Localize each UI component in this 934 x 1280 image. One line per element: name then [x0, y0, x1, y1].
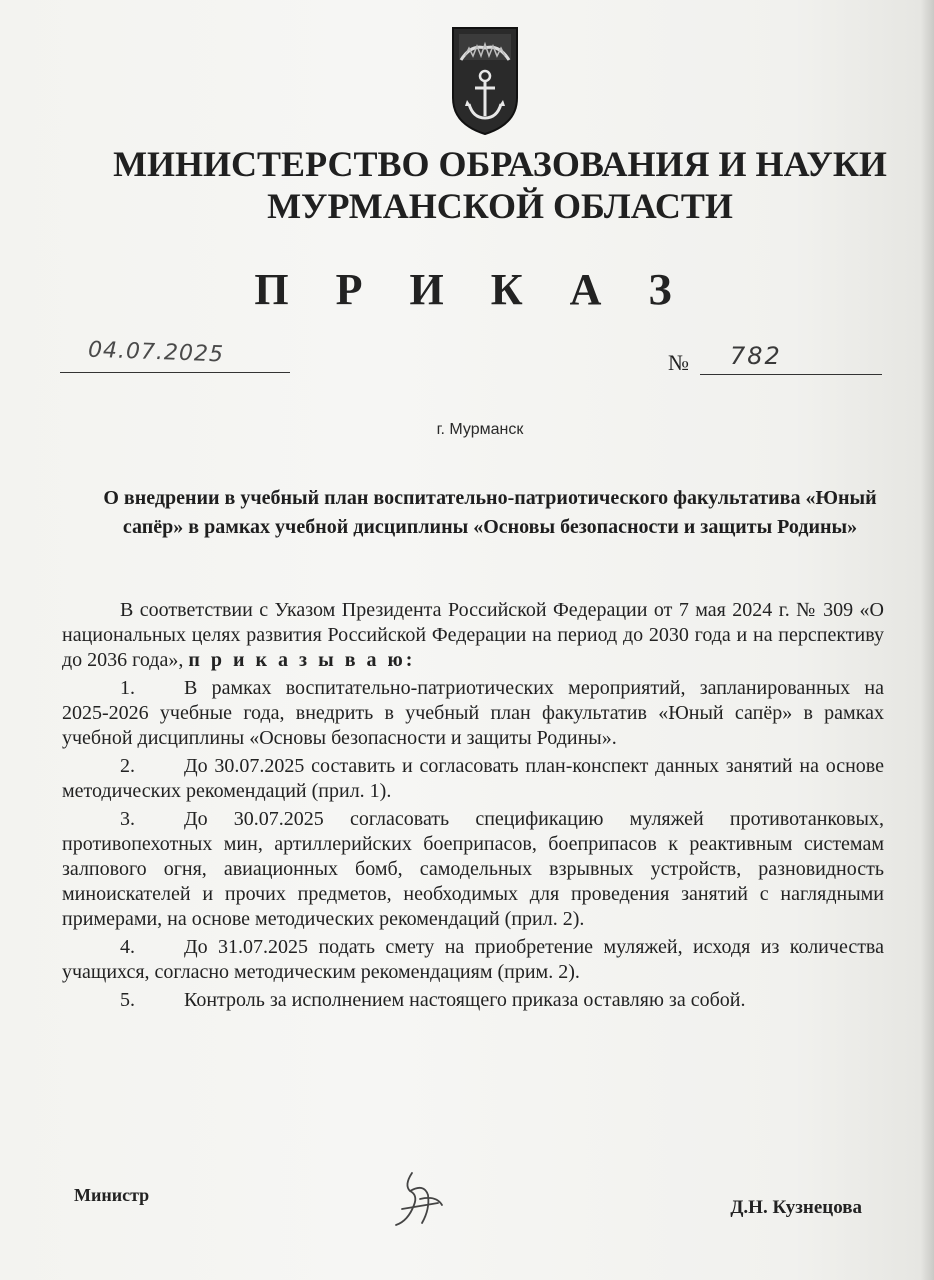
- number-underline: [700, 374, 882, 375]
- ministry-line-1: МИНИСТЕРСТВО ОБРАЗОВАНИЯ И НАУКИ: [113, 144, 887, 184]
- ministry-line-2: МУРМАНСКОЙ ОБЛАСТИ: [267, 186, 733, 226]
- item-text: До 31.07.2025 подать смету на приобретение муляжей, исходя из количества учащихся, согласно методическим рекомендациям (прим. 2).: [62, 936, 884, 983]
- list-item: [62, 754, 884, 804]
- item-text: Контроль за исполнением настоящего приказа оставляю за собой.: [184, 989, 746, 1011]
- coat-of-arms-icon: [451, 26, 519, 136]
- item-number: 3.: [120, 808, 135, 830]
- list-item: [62, 988, 884, 1013]
- number-label: №: [668, 350, 689, 375]
- signature-block: [62, 1175, 862, 1235]
- order-title: П Р И К А З: [254, 265, 690, 314]
- item-number: 2.: [120, 755, 135, 777]
- item-text: До 30.07.2025 составить и согласовать план-конспект данных занятий на основе методических рекомендаций (прил. 1).: [62, 755, 884, 802]
- order-body: [62, 598, 884, 1016]
- list-item: [62, 676, 884, 751]
- signer-position: Министр: [74, 1185, 150, 1205]
- signer-name: Д.Н. Кузнецова: [730, 1197, 862, 1218]
- command-word: п р и к а з ы в а ю:: [188, 649, 416, 671]
- date-underline: [60, 372, 290, 373]
- list-item: [62, 807, 884, 932]
- signature-icon: [382, 1165, 452, 1235]
- ministry-name: [60, 143, 934, 227]
- item-text: До 30.07.2025 согласовать спецификацию муляжей противотанковых, противопехотных мин, артиллерийских боеприпасов, боеприпасов к реактивным системам залпового огня, авиационных бомб, самодельных взрывных устройств, разновидность миноискателей и прочих предметов, необходимых для проведения занятий с наглядными примерами, на основе методических рекомендаций (прил. 2).: [62, 808, 884, 930]
- order-subject: О внедрении в учебный план воспитательно-патриотического факультатива «Юный сапёр» в рамках учебной дисциплины «Основы безопасности и защиты Родины»: [103, 487, 877, 538]
- item-number: 4.: [120, 936, 135, 958]
- intro-paragraph: [62, 598, 884, 673]
- item-number: 1.: [120, 677, 135, 699]
- intro-text: В соответствии с Указом Президента Российской Федерации от 7 мая 2024 г. № 309 «О национальных целях развития Российской Федерации на период до 2030 года и на перспективу до 2036 года»,: [62, 599, 884, 671]
- list-item: [62, 935, 884, 985]
- item-number: 5.: [120, 989, 135, 1011]
- order-number: 782: [730, 342, 782, 370]
- city: г. Мурманск: [436, 421, 524, 438]
- item-text: В рамках воспитательно-патриотических мероприятий, запланированных на 2025-2026 учебные года, внедрить в учебный план факультатив «Юный сапёр» в рамках учебной дисциплины «Основы безопасности и защиты Родины».: [62, 677, 884, 749]
- order-date: 04.07.2025: [87, 337, 225, 368]
